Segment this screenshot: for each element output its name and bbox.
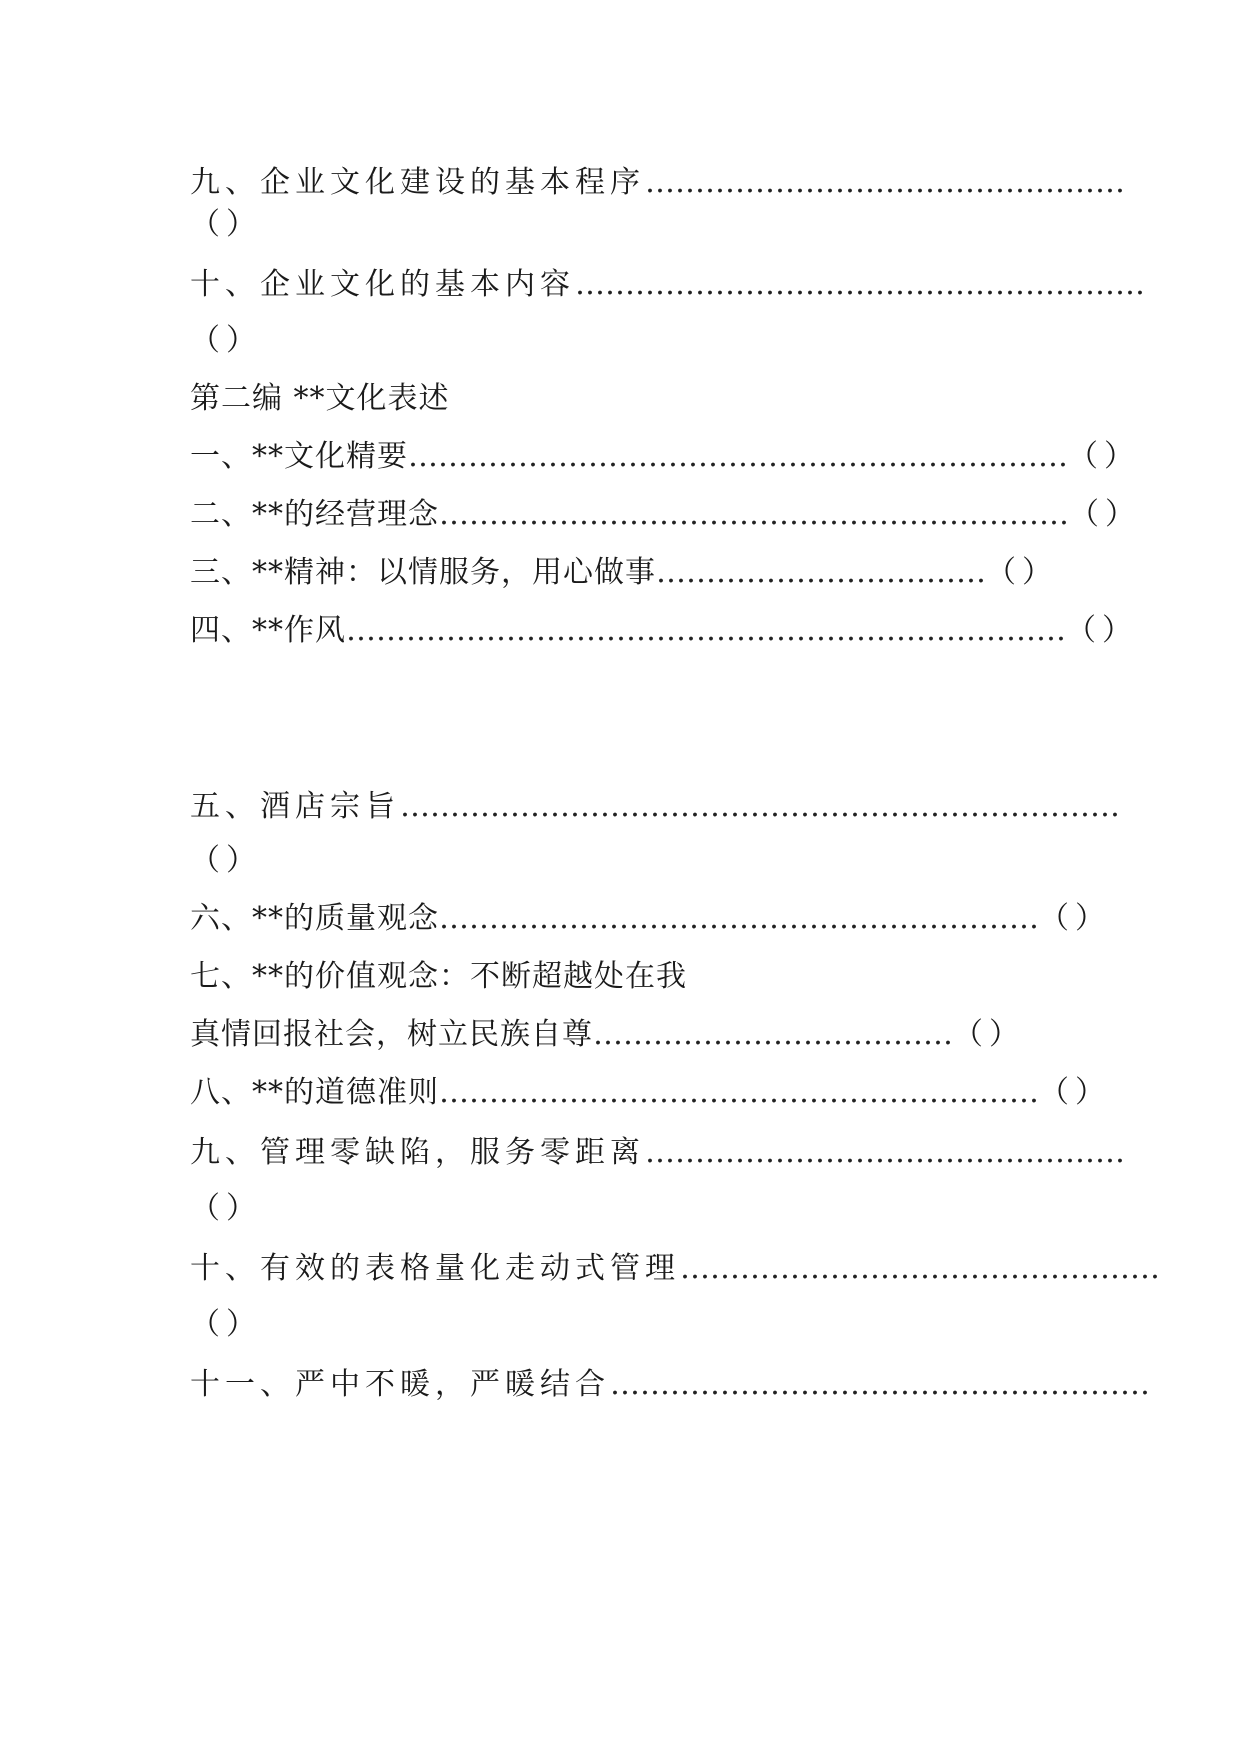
- toc-leader-dots: ………………………………: [593, 1017, 953, 1052]
- toc-entry-title: 三、**精神：以情服务，用心做事: [190, 555, 656, 590]
- toc-page-number: （）: [190, 1307, 262, 1342]
- toc-entry-title: 十、企业文化的基本内容: [190, 267, 575, 302]
- toc-leader-dots: ………………………………………………: [610, 1367, 1150, 1402]
- toc-entry-continuation: 真情回报社会，树立民族自尊: [190, 1017, 593, 1052]
- toc-entry-culture-essentials: [190, 437, 1140, 477]
- toc-entry-title: 十一、严中不暖，严暖结合: [190, 1367, 610, 1402]
- toc-leader-dots: ………………………………………………………: [439, 497, 1069, 532]
- toc-entry-title: 九、管理零缺陷，服务零距离: [190, 1135, 645, 1170]
- toc-page-number: （）: [953, 1017, 1025, 1052]
- toc-leader-dots: ……………………………………………………: [439, 1075, 1039, 1110]
- part-title: 第二编 **文化表述: [190, 381, 450, 416]
- toc-entry-zero-defect: [190, 1133, 1125, 1173]
- toc-leader-dots: …………………………………………………………: [408, 439, 1068, 474]
- toc-entry-title: 十、有效的表格量化走动式管理: [190, 1251, 680, 1286]
- toc-entry-value-concept-cont: [190, 1015, 1025, 1055]
- toc-leader-dots: ………………………………………………………………: [346, 613, 1066, 648]
- toc-leader-dots: …………………………………………: [645, 1135, 1125, 1170]
- toc-entry-moral-code: [190, 1073, 1111, 1113]
- toc-entry-title: 一、**文化精要: [190, 439, 408, 474]
- toc-leader-dots: ………………………………………………………………: [400, 789, 1120, 824]
- toc-page-number: （）: [1069, 497, 1141, 532]
- toc-page-number: （）: [1068, 439, 1140, 474]
- toc-entry-culture-content: [190, 265, 1145, 305]
- toc-entry-title: 四、**作风: [190, 613, 346, 648]
- toc-entry-title: 五、酒店宗旨: [190, 789, 400, 824]
- toc-entry-title: 二、**的经营理念: [190, 497, 439, 532]
- toc-leader-dots: …………………………………………………: [575, 267, 1145, 302]
- toc-page-ref: [190, 205, 262, 245]
- toc-entry-walking-management: [190, 1249, 1160, 1289]
- toc-page-ref: [190, 841, 262, 881]
- toc-page-number: （）: [190, 843, 262, 878]
- toc-leader-dots: …………………………………………: [645, 165, 1125, 200]
- toc-entry-title: 九、企业文化建设的基本程序: [190, 165, 645, 200]
- toc-page-ref: [190, 1305, 262, 1345]
- toc-part-heading: [190, 379, 450, 419]
- toc-entry-strict-warm: [190, 1365, 1150, 1405]
- toc-page-number: （）: [190, 323, 262, 358]
- toc-entry-spirit: [190, 553, 1058, 593]
- toc-entry-title: 八、**的道德准则: [190, 1075, 439, 1110]
- toc-entry-culture-procedure: [190, 163, 1125, 203]
- toc-page-ref: [190, 321, 262, 361]
- toc-leader-dots: ……………………………: [656, 555, 986, 590]
- toc-page-number: （）: [190, 207, 262, 242]
- toc-entry-business-philosophy: [190, 495, 1141, 535]
- toc-entry-hotel-purpose: [190, 787, 1120, 827]
- toc-page-number: （）: [986, 555, 1058, 590]
- toc-entry-title: 七、**的价值观念：不断超越处在我: [190, 959, 687, 994]
- toc-page-number: （）: [1039, 901, 1111, 936]
- toc-entry-value-concept: [190, 957, 687, 997]
- toc-leader-dots: …………………………………………: [680, 1251, 1160, 1286]
- toc-page-ref: [190, 1189, 262, 1229]
- toc-entry-title: 六、**的质量观念: [190, 901, 439, 936]
- toc-page-number: （）: [1066, 613, 1138, 648]
- toc-page-number: （）: [1039, 1075, 1111, 1110]
- toc-entry-quality-concept: [190, 899, 1111, 939]
- toc-leader-dots: ……………………………………………………: [439, 901, 1039, 936]
- toc-entry-work-style: [190, 611, 1138, 651]
- toc-page-number: （）: [190, 1191, 262, 1226]
